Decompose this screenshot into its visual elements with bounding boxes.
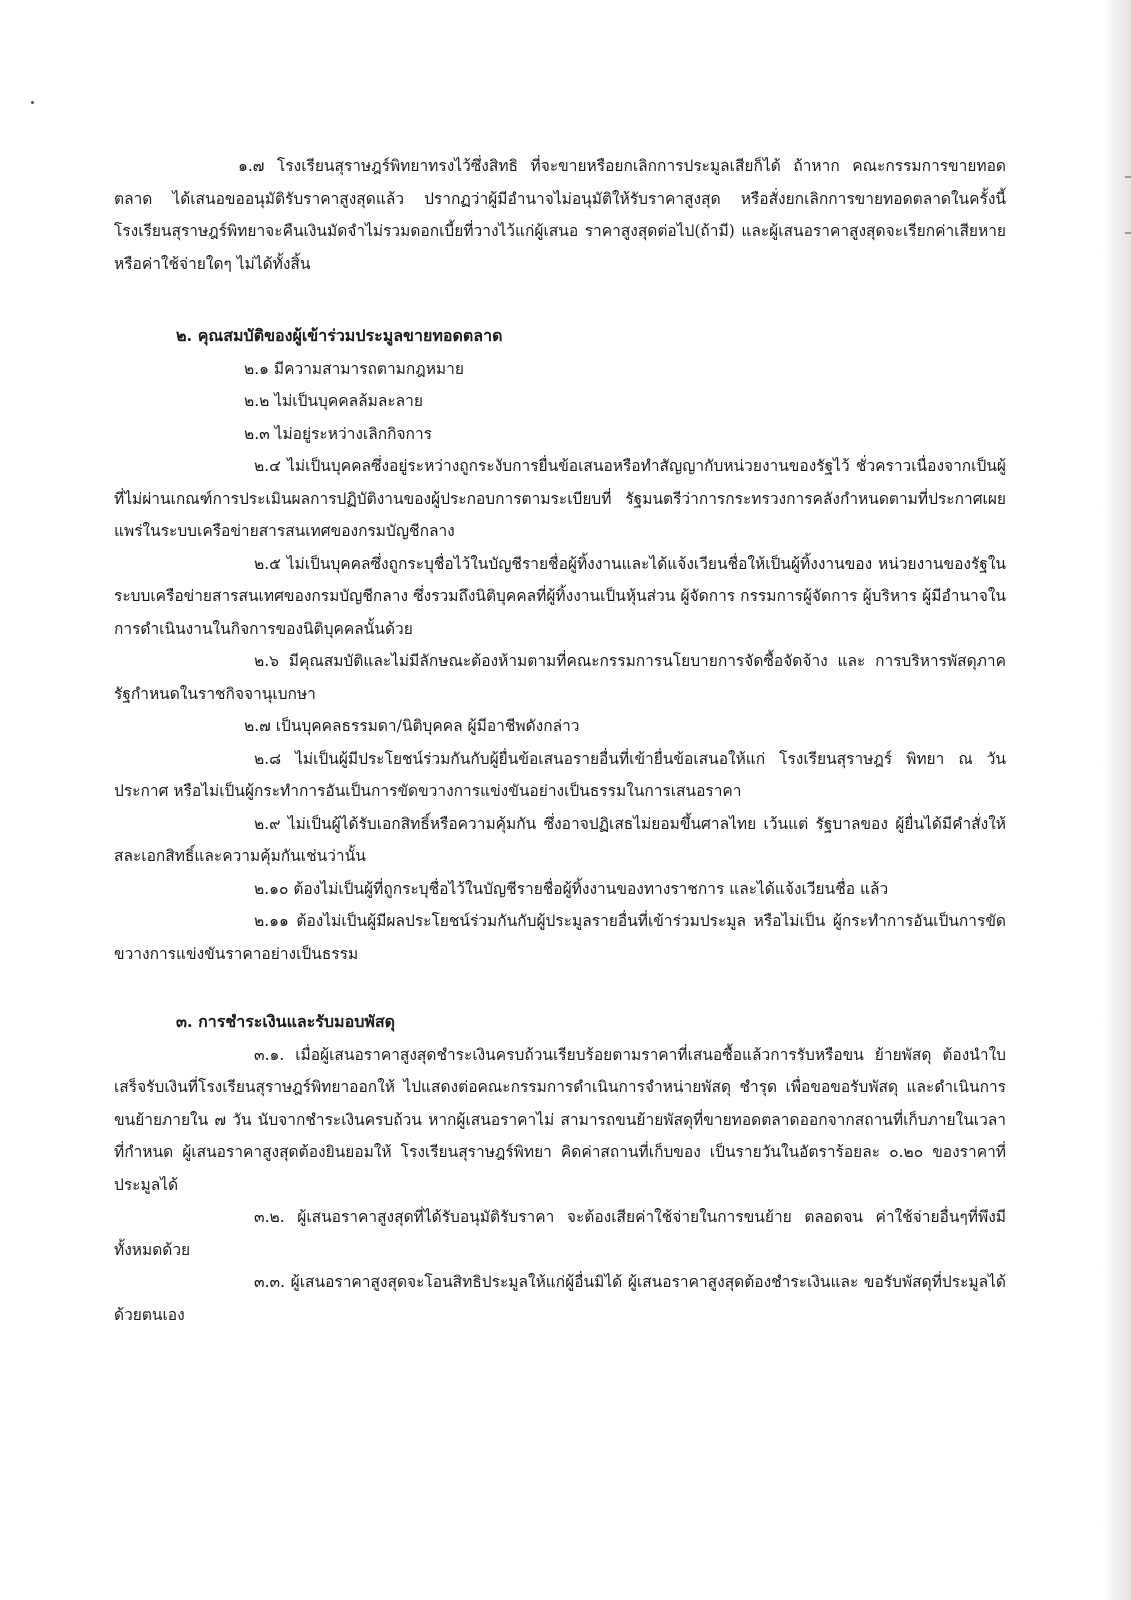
section-2-heading: ๒. คุณสมบัติของผู้เข้าร่วมประมูลขายทอดตลาด xyxy=(176,326,503,345)
item-2-1: ๒.๑ มีความสามารถตามกฎหมาย xyxy=(244,359,464,378)
section-3-heading: ๓. การชำระเงินและรับมอบพัสดุ xyxy=(176,1012,396,1031)
item-2-8: ๒.๘ ไม่เป็นผู้มีประโยชน์ร่วมกันกับผู้ยื่นข้อเสนอรายอื่นที่เข้ายื่นข้อเสนอให้แก่ โรงเรียนสุราษฎร์ พิทยา ณ วันประกาศ หรือไม่เป็นผู้กระทำการอันเป็นการขัดขวางการแข่งขันอย่างเป็นธรรมในการเสนอราคา xyxy=(114,749,1006,800)
item-2-3: ๒.๓ ไม่อยู่ระหว่างเลิกกิจการ xyxy=(244,424,432,443)
item-3-2: ๓.๒. ผู้เสนอราคาสูงสุดที่ได้รับอนุมัติรับราคา จะต้องเสียค่าใช้จ่ายในการขนย้าย ตลอดจน ค่าใช้จ่ายอื่นๆที่พึงมีทั้งหมดด้วย xyxy=(114,1208,1006,1259)
section-spacer xyxy=(114,970,1006,1006)
item-2-2: ๒.๒ ไม่เป็นบุคคลล้มละลาย xyxy=(244,392,423,410)
paragraph-1-7: ๑.๗ โรงเรียนสุราษฎร์พิทยาทรงไว้ซึ่งสิทธิ ที่จะขายหรือยกเลิกการประมูลเสียก็ได้ ถ้าหาก คณะกรรมการขายทอดตลาด ได้เสนอขออนุมัติรับราคาสูงสุดแล้ว ปรากฏว่าผู้มีอำนาจไม่อนุมัติให้รับราคาสูงสุด หรือสั่งยกเลิกการขายทอดตลาดในครั้งนี้ โรงเรียนสุราษฎร์พิทยาจะคืนเงินมัดจำไม่รวมดอกเบี้ยที่วางไว้แก่ผู้เสนอ ราคาสูงสุดต่อไป(ถ้ามี) และผู้เสนอราคาสูงสุดจะเรียกค่าเสียหายหรือค่าใช้จ่ายใดๆ ไม่ได้ทั้งสิ้น xyxy=(114,157,1006,273)
document-body xyxy=(114,150,1006,1331)
item-2-4: ๒.๔ ไม่เป็นบุคคลซึ่งอยู่ระหว่างถูกระงับการยื่นข้อเสนอหรือทำสัญญากับหน่วยงานของรัฐไว้ ชั่วคราวเนื่องจากเป็นผู้ที่ไม่ผ่านเกณฑ์การประเมินผลการปฏิบัติงานของผู้ประกอบการตามระเบียบที่ รัฐมนตรีว่าการกระทรวงการคลังกำหนดตามที่ประกาศเผยแพร่ในระบบเครือข่ายสารสนเทศของกรมบัญชีกลาง xyxy=(114,457,1006,540)
item-3-1: ๓.๑. เมื่อผู้เสนอราคาสูงสุดชำระเงินครบถ้วนเรียบร้อยตามราคาที่เสนอซื้อแล้วการรับหรือขน ย้ายพัสดุ ต้องนำใบเสร็จรับเงินที่โรงเรียนสุราษฎร์พิทยาออกให้ ไปแสดงต่อคณะกรรมการดำเนินการจำหน่ายพัสดุ ชำรุด เพื่อขอขอรับพัสดุ และดำเนินการขนย้ายภายใน ๗ วัน นับจากชำระเงินครบถ้วน หากผู้เสนอราคาไม่ สามารถขนย้ายพัสดุที่ขายทอดตลาดออกจากสถานที่เก็บภายในเวลาที่กำหนด ผู้เสนอราคาสูงสุดต้องยินยอมให้ โรงเรียนสุราษฎร์พิทยา คิดค่าสถานที่เก็บของ เป็นรายวันในอัตราร้อยละ ๐.๒๐ ของราคาที่ประมูลได้ xyxy=(114,1045,1006,1194)
scan-page-edge xyxy=(1101,0,1131,1600)
item-2-5: ๒.๕ ไม่เป็นบุคคลซึ่งถูกระบุชื่อไว้ในบัญชีรายชื่อผู้ทิ้งงานและได้แจ้งเวียนชื่อให้เป็นผู้ทิ้งงานของ หน่วยงานของรัฐในระบบเครือข่ายสารสนเทศของกรมบัญชีกลาง ซึ่งรวมถึงนิติบุคคลที่ผู้ทิ้งงานเป็นหุ้นส่วน ผู้จัดการ กรรมการผู้จัดการ ผู้บริหาร ผู้มีอำนาจในการดำเนินงานในกิจการของนิติบุคคลนั้นด้วย xyxy=(114,554,1007,638)
item-3-3: ๓.๓. ผู้เสนอราคาสูงสุดจะโอนสิทธิประมูลให้แก่ผู้อื่นมิได้ ผู้เสนอราคาสูงสุดต้องชำระเงินและ ขอรับพัสดุที่ประมูลได้ด้วยตนเอง xyxy=(114,1273,1006,1324)
section-spacer xyxy=(114,280,1006,320)
item-2-7: ๒.๗ เป็นบุคคลธรรมดา/นิติบุคคล ผู้มีอาชีพดังกล่าว xyxy=(244,717,580,735)
item-2-10: ๒.๑๐ ต้องไม่เป็นผู้ที่ถูกระบุชื่อไว้ในบัญชีรายชื่อผู้ทิ้งงานของทางราชการ และได้แจ้งเวียนชื่อ แล้ว xyxy=(254,879,889,898)
item-2-6: ๒.๖ มีคุณสมบัติและไม่มีลักษณะต้องห้ามตามที่คณะกรรมการนโยบายการจัดซื้อจัดจ้าง และ การบริหารพัสดุภาครัฐกำหนดในราชกิจจานุเบกษา xyxy=(114,652,1006,703)
item-2-11: ๒.๑๑ ต้องไม่เป็นผู้มีผลประโยชน์ร่วมกันกับผู้ประมูลรายอื่นที่เข้าร่วมประมูล หรือไม่เป็น ผู้กระทำการอันเป็นการขัดขวางการแข่งขันราคาอย่างเป็นธรรม xyxy=(114,912,1006,963)
item-2-9: ๒.๙ ไม่เป็นผู้ได้รับเอกสิทธิ์หรือความคุ้มกัน ซึ่งอาจปฏิเสธไม่ยอมขึ้นศาลไทย เว้นแต่ รัฐบาลของ ผู้ยื่นได้มีคำสั่งให้สละเอกสิทธิ์และความคุ้มกันเช่นว่านั้น xyxy=(114,814,1006,865)
scan-edge-mark xyxy=(1125,176,1131,178)
scan-edge-mark xyxy=(1125,232,1131,234)
scan-speck xyxy=(31,101,34,104)
